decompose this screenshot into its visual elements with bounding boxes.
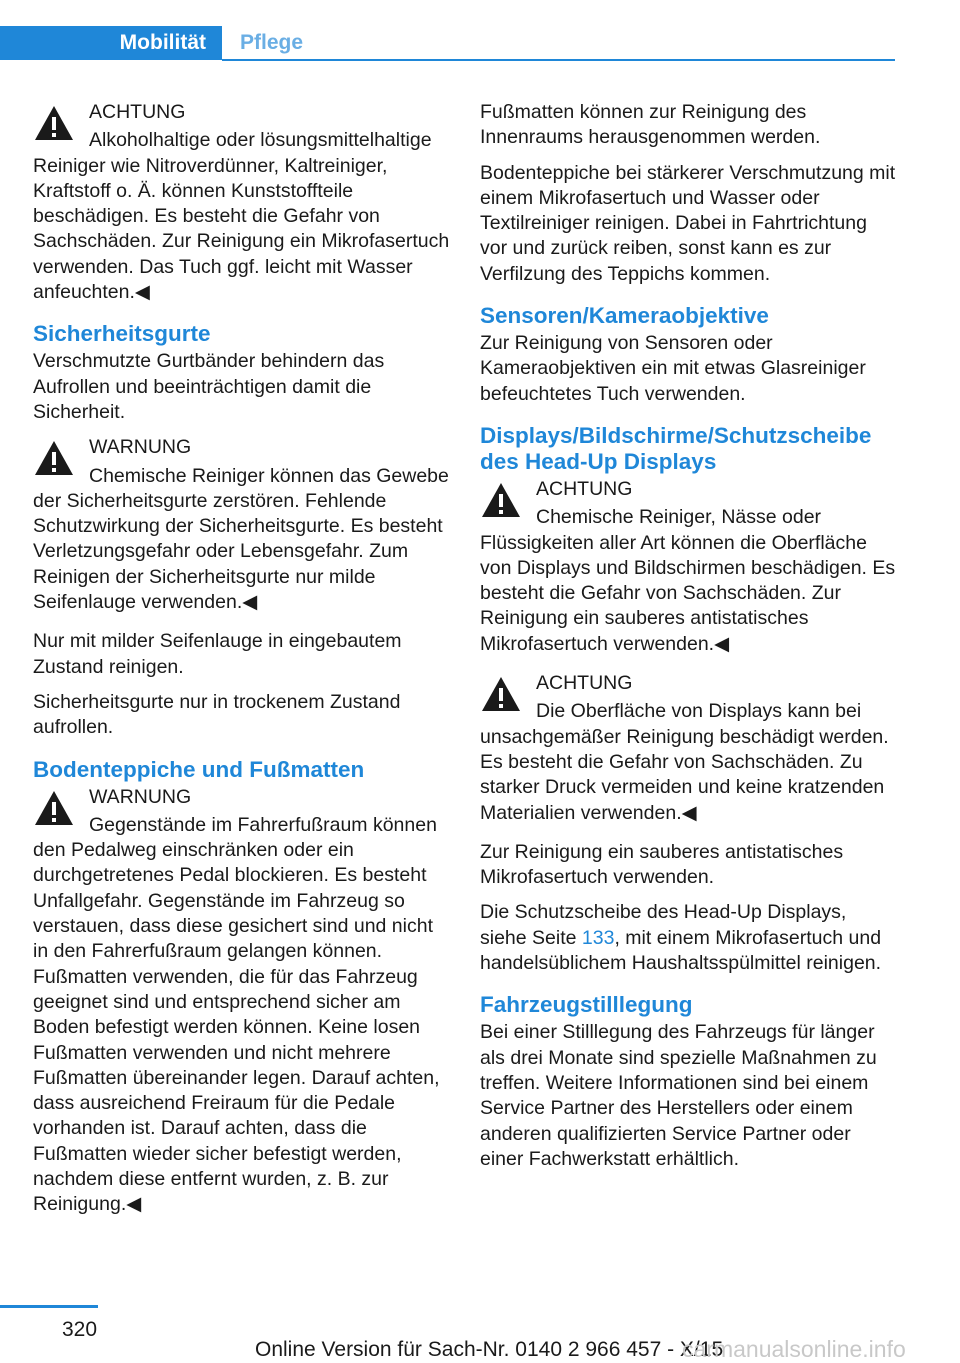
section-heading: Displays/Bildschirme/Schutzscheibe des Head-Up Displays <box>480 422 872 474</box>
warning-triangle-icon <box>480 675 522 713</box>
footer-rule <box>0 1305 98 1308</box>
warning-text: Die Oberfläche von Displays kann bei unsachgemäßer Reinigung beschädigt werden. Es besteht die Gefahr von Sachschäden. Zu starker Druck vermeiden und keine kratzenden Materialien verwenden.◀ <box>480 700 889 824</box>
warning-box <box>480 477 898 657</box>
chapter-tabs <box>0 0 895 62</box>
paragraph: Zur Reinigung von Sensoren oder Kameraobjektiven ein mit etwas Glasreiniger befeuchtetes Tuch verwenden. <box>480 332 866 405</box>
section-heading: Fahrzeugstilllegung <box>480 992 693 1018</box>
warning-text: Chemische Reiniger, Nässe oder Flüssigkeiten aller Art können die Oberfläche von Displays und Bildschirmen beschädigen. Es besteht die Gefahr von Sachschäden. Zur Reinigung ein sauberes antistatisches Mikrofasertuch verwenden.◀ <box>480 506 896 655</box>
paragraph: Zur Reinigung ein sauberes antistatisches Mikrofasertuch verwenden. <box>480 840 844 889</box>
watermark: carmanualsonline.info <box>682 1336 906 1362</box>
warning-box <box>480 671 898 826</box>
warning-text: Chemische Reiniger können das Gewebe der Sicherheitsgurte zerstören. Fehlende Schutzwirkung der Sicherheitsgurte. Es besteht Verletzungsgefahr oder Lebensgefahr. Zum Reinigen der Sicherheitsgurte nur milde Seifenlauge verwenden.◀ <box>33 464 449 614</box>
warning-title: WARNUNG <box>89 785 192 808</box>
paragraph: Bodenteppiche bei stärkerer Verschmutzung mit einem Mikrofasertuch und Wasser oder Textilreiniger reinigen. Dabei in Fahrtrichtung vor und zurück reiben, sonst kann es zur Verfilzung des Teppichs kommen. <box>480 161 896 285</box>
page-number: 320 <box>62 1318 98 1341</box>
paragraph: Fußmatten können zur Reinigung des Innenraums herausgenommen werden. <box>480 101 821 149</box>
warning-triangle-icon <box>33 104 75 142</box>
warning-title: WARNUNG <box>89 436 192 459</box>
tab-pflege[interactable]: Pflege <box>240 31 304 54</box>
left-column <box>33 100 451 1232</box>
section-heading: Sensoren/Kameraobjektive <box>480 303 769 329</box>
section-heading: Bodenteppiche und Fußmatten <box>33 756 365 782</box>
warning-box <box>33 785 451 1218</box>
paragraph-with-link <box>480 900 898 976</box>
warning-triangle-icon <box>33 439 75 477</box>
warning-text: Alkoholhaltige oder lösungsmittelhaltige Reiniger wie Nitroverdünner, Kaltreiniger, Kraftstoff o. Ä. können Kunststoffteile beschädigen. Es besteht die Gefahr von Sachschäden. Zur Reinigung ein Mikrofasertuch verwenden. Das Tuch ggf. leicht mit Wasser anfeuchten.◀ <box>33 129 450 304</box>
warning-title: ACHTUNG <box>536 477 633 500</box>
tab-underline <box>222 59 895 61</box>
page-reference-link[interactable]: 133 <box>581 926 615 949</box>
paragraph: Sicherheitsgurte nur in trockenem Zustand aufrollen. <box>33 690 401 739</box>
warning-box <box>33 435 451 615</box>
warning-box <box>33 100 451 305</box>
warning-title: ACHTUNG <box>536 672 633 695</box>
warning-triangle-icon <box>480 481 522 519</box>
warning-title: ACHTUNG <box>89 101 186 123</box>
warning-text: Gegenstände im Fahrerfußraum können den Pedalweg einschränken oder ein durchgetretenes Pedal blockieren. Es besteht Unfallgefahr. Gegenstände im Fahrzeug so verstauen, dass diese gesichert sind und nicht in den Fahrerfußraum gelangen können. Fußmatten verwenden, die für das Fahrzeug geeignet sind und entsprechend sicher am Boden befestigt werden können. Keine losen Fußmatten verwenden und nicht mehrere Fußmatten übereinander legen. Darauf achten, dass ausreichend Freiraum für die Pedale vorhanden ist. Darauf achten, dass die Fußmatten wieder sicher befestigt werden, nachdem diese entfernt wurden, z. B. zur Reinigung.◀ <box>33 813 440 1216</box>
paragraph-text: , mit einem Mikrofasertuch und handelsüblichem Haushaltsspülmittel reinigen. <box>480 926 882 975</box>
online-version-text: Online Version für Sach-Nr. 0140 2 966 457 - X/15 <box>255 1338 724 1361</box>
warning-triangle-icon <box>33 789 75 827</box>
paragraph: Verschmutzte Gurtbänder behindern das Aufrollen und beeinträchtigen damit die Sicherheit. <box>33 350 385 423</box>
tab-mobilitaet[interactable]: Mobilität <box>0 26 222 60</box>
paragraph-text: Die Schutzscheibe des Head-Up Displays, siehe Seite <box>480 901 847 949</box>
section-heading: Sicherheitsgurte <box>33 321 211 347</box>
paragraph: Bei einer Stilllegung des Fahrzeugs für länger als drei Monate sind spezielle Maßnahmen zu treffen. Weitere Informationen sind bei einem Service Partner des Herstellers oder einem anderen qualifizierten Service Partner oder einer Fachwerkstatt erhältlich. <box>480 1021 877 1170</box>
right-column <box>480 100 898 1182</box>
paragraph: Nur mit milder Seifenlauge in eingebautem Zustand reinigen. <box>33 630 402 678</box>
